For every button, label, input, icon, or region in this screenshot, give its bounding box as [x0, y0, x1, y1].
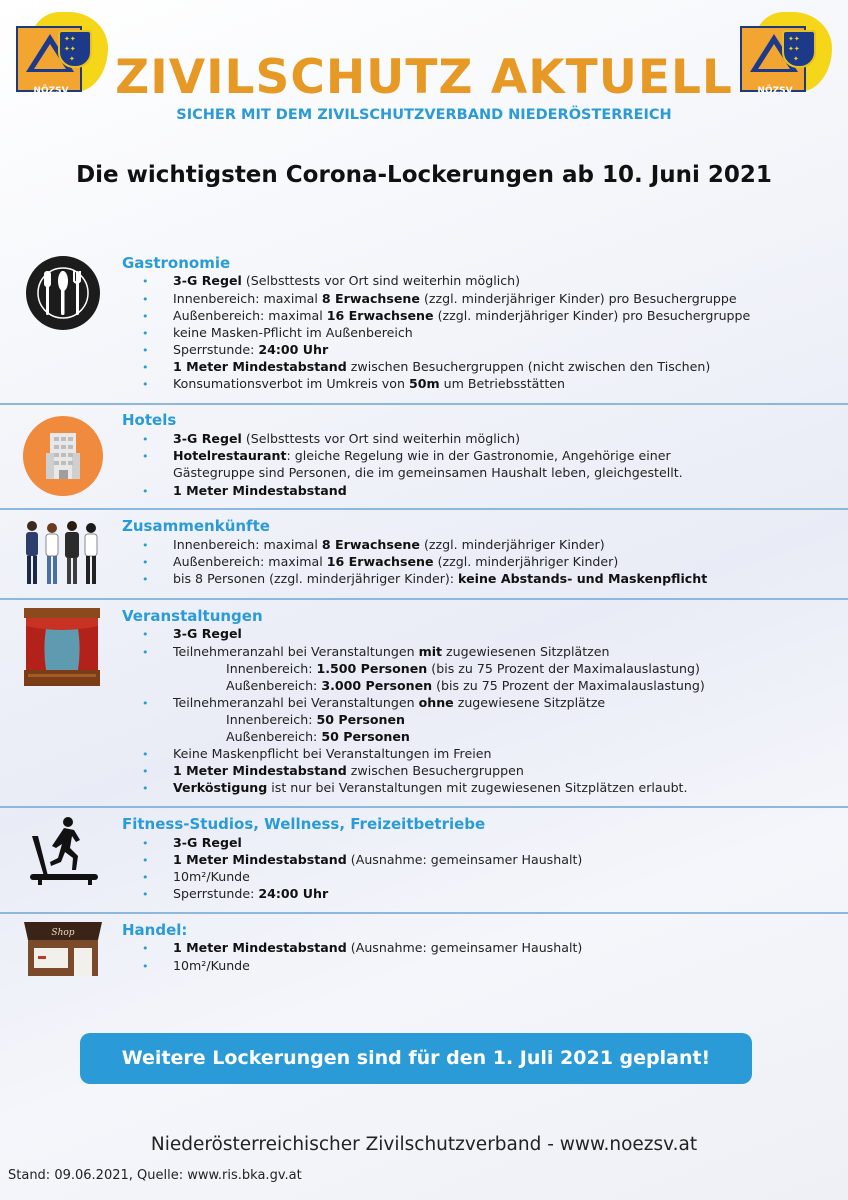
bullet-icon: • — [142, 942, 149, 955]
section-title-gastronomie: Gastronomie — [122, 254, 231, 272]
treadmill-icon — [28, 816, 100, 886]
bullet-icon: • — [142, 854, 149, 867]
section-divider — [0, 403, 848, 405]
page-subtitle: SICHER MIT DEM ZIVILSCHUTZVERBAND NIEDERÖSTERREICH — [176, 107, 672, 123]
list-item: • 3-G Regel (Selbsttests vor Ort sind weiterhin möglich) — [142, 430, 520, 449]
list-item: • 1 Meter Mindestabstand zwischen Besuchergruppen — [142, 762, 524, 781]
list-subitem: Innenbereich: 1.500 Personen (bis zu 75 Prozent der Maximalauslastung) — [226, 661, 700, 676]
bullet-icon: • — [142, 888, 149, 901]
section-divider — [0, 598, 848, 600]
bullet-icon: • — [142, 573, 149, 586]
section-divider — [0, 508, 848, 510]
list-item: • 1 Meter Mindestabstand (Ausnahme: gemeinsamer Haushalt) — [142, 939, 582, 958]
section-title-handel: Handel: — [122, 921, 188, 939]
list-item: • Hotelrestaurant: gleiche Regelung wie in der Gastronomie, Angehörige einer — [142, 447, 671, 466]
cutlery-icon — [25, 255, 101, 331]
bullet-icon: • — [142, 327, 149, 340]
bullet-icon: • — [142, 697, 149, 710]
coat-of-arms-icon: ✦✦ ✦✦ ✦ — [58, 30, 92, 68]
coat-of-arms-icon: ✦✦ ✦✦ ✦ — [782, 30, 816, 68]
list-item: • Teilnehmeranzahl bei Veranstaltungen mit zugewiesenen Sitzplätzen — [142, 643, 610, 662]
list-item: • 10m²/Kunde — [142, 957, 250, 976]
list-item: • 1 Meter Mindestabstand — [142, 482, 347, 501]
bullet-icon: • — [142, 765, 149, 778]
list-subitem: Außenbereich: 3.000 Personen (bis zu 75 Prozent der Maximalauslastung) — [226, 678, 705, 693]
bullet-icon: • — [142, 871, 149, 884]
list-item: • 3-G Regel — [142, 834, 242, 853]
section-title-veranstaltungen: Veranstaltungen — [122, 607, 263, 625]
bullet-icon: • — [142, 646, 149, 659]
logo-text: NÖZSV — [757, 86, 793, 96]
list-item: • keine Masken-Pflicht im Außenbereich — [142, 324, 413, 343]
hotel-building-icon — [22, 415, 104, 497]
bullet-icon: • — [142, 485, 149, 498]
list-item: • 10m²/Kunde — [142, 868, 250, 887]
headline: Die wichtigsten Corona-Lockerungen ab 10. Juni 2021 — [76, 162, 772, 188]
section-divider — [0, 912, 848, 914]
list-item: • 3-G Regel (Selbsttests vor Ort sind weiterhin möglich) — [142, 272, 520, 291]
bullet-icon: • — [142, 628, 149, 641]
bullet-icon: • — [142, 748, 149, 761]
bullet-icon: • — [142, 310, 149, 323]
page-title: ZIVILSCHUTZ AKTUELL — [115, 50, 733, 105]
bullet-icon: • — [142, 344, 149, 357]
bullet-icon: • — [142, 960, 149, 973]
shop-storefront-icon — [24, 922, 102, 978]
list-item: • Verköstigung ist nur bei Veranstaltungen mit zugewiesenen Sitzplätzen erlaubt. — [142, 779, 688, 798]
section-title-hotels: Hotels — [122, 411, 177, 429]
announcement-banner: Weitere Lockerungen sind für den 1. Juli 2021 geplant! — [80, 1033, 752, 1084]
theater-stage-icon — [24, 608, 100, 686]
section-title-fitness: Fitness-Studios, Wellness, Freizeitbetriebe — [122, 815, 486, 833]
bullet-icon: • — [142, 433, 149, 446]
list-item: • 1 Meter Mindestabstand (Ausnahme: gemeinsamer Haushalt) — [142, 851, 582, 870]
shop-sign-text: Shop — [51, 928, 75, 938]
source-date-note: Stand: 09.06.2021, Quelle: www.ris.bka.gv.at — [8, 1168, 302, 1183]
section-divider — [0, 806, 848, 808]
footer-text: Niederösterreichischer Zivilschutzverband - www.noezsv.at — [150, 1134, 698, 1155]
list-item: • Keine Maskenpflicht bei Veranstaltungen im Freien — [142, 745, 491, 764]
list-subitem: Innenbereich: 50 Personen — [226, 712, 405, 727]
bullet-icon: • — [142, 293, 149, 306]
list-item: • Sperrstunde: 24:00 Uhr — [142, 885, 328, 904]
bullet-icon: • — [142, 378, 149, 391]
list-item: • 1 Meter Mindestabstand zwischen Besuchergruppen (nicht zwischen den Tischen) — [142, 358, 710, 377]
list-item: • 3-G Regel — [142, 625, 242, 644]
list-item: • Teilnehmeranzahl bei Veranstaltungen ohne zugewiesene Sitzplätze — [142, 694, 605, 713]
bullet-icon: • — [142, 782, 149, 795]
bullet-icon: • — [142, 556, 149, 569]
bullet-icon: • — [142, 275, 149, 288]
logo-text: NÖZSV — [33, 86, 69, 96]
section-title-zusammenkuenfte: Zusammenkünfte — [122, 517, 270, 535]
bullet-icon: • — [142, 539, 149, 552]
list-subitem: Außenbereich: 50 Personen — [226, 729, 410, 744]
list-item: • bis 8 Personen (zzgl. minderjähriger Kinder): keine Abstands- und Maskenpflicht — [142, 570, 707, 589]
bullet-icon: • — [142, 361, 149, 374]
list-item-continuation: Gästegruppe sind Personen, die im gemeinsamen Haushalt leben, gleichgestellt. — [173, 465, 683, 480]
list-item: • Außenbereich: maximal 16 Erwachsene (zzgl. minderjähriger Kinder) pro Besuchergruppe — [142, 307, 750, 326]
bullet-icon: • — [142, 450, 149, 463]
list-item: • Außenbereich: maximal 16 Erwachsene (zzgl. minderjähriger Kinder) — [142, 553, 618, 572]
people-group-icon — [22, 518, 102, 588]
list-item: • Innenbereich: maximal 8 Erwachsene (zzgl. minderjähriger Kinder) pro Besuchergruppe — [142, 290, 737, 309]
list-item: • Konsumationsverbot im Umkreis von 50m um Betriebsstätten — [142, 375, 565, 394]
bullet-icon: • — [142, 837, 149, 850]
list-item: • Innenbereich: maximal 8 Erwachsene (zzgl. minderjähriger Kinder) — [142, 536, 605, 555]
list-item: • Sperrstunde: 24:00 Uhr — [142, 341, 328, 360]
